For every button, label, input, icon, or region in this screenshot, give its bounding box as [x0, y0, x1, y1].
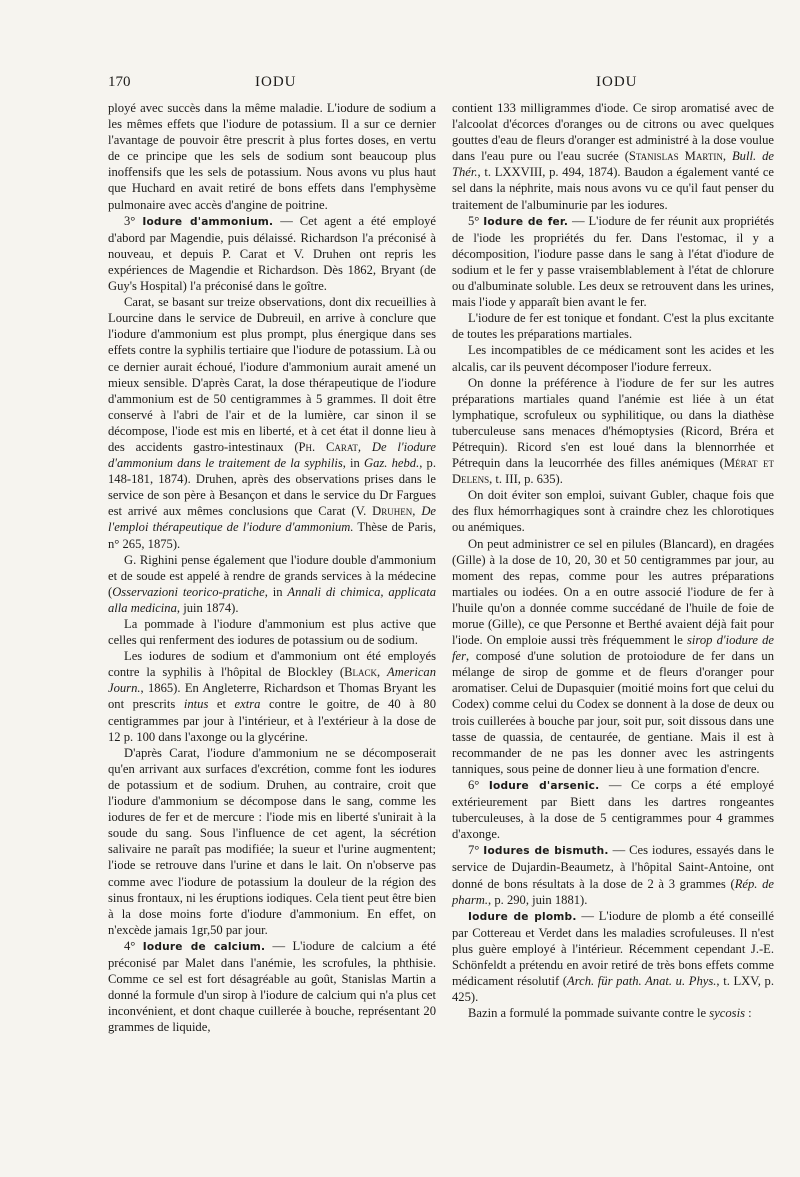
text-run: , t. LXV, p. 425). — [452, 974, 774, 1005]
section-arsenic — [452, 777, 774, 842]
text-run: — L'iodure de fer réunit aux propriétés de l'iode les propriétés du fer. Dans l'estomac, il y a décomposition, l'iodure passe dans le sang à l'état d'iodure de sodium et le fer y passe vraisemblablement à l'état de chlorure ou d'albuminate soluble. Les deux se retrouvent dans les urines, mais l'iode y apparaît bien avant le fer. — [452, 213, 774, 310]
left-column — [108, 100, 436, 1035]
text-run: : — [744, 1006, 752, 1021]
italic-text: , De l'emploi thérapeutique de l'iodure d'ammonium. — [108, 504, 436, 535]
running-head-left: IODU — [255, 74, 297, 90]
text-run: Carat, se basant sur treize observations, dont dix recueillies à Lourcine dans le service de Dubreuil, en arrive à conclure que l'iodure d'ammonium est plus prompt, plus énergique dans ses effets contre la syphilis tertiaire que l'iodure de potassium. Là ou ce dernier aurait échoué, l'iodure d'ammonium aurait amené un mieux sensible. D'après Carat, la dose thérapeutique de l'iodure d'ammonium est de 50 centigrammes à 5 grammes. Il doit être conservé à l'abri de l'air et de la lumière, car sinon il se décompose, l'iode est mis en liberté, et à cet état il donne lieu à des accidents gastro-intestinaux ( — [108, 295, 436, 454]
text-run: 3° — [124, 213, 136, 228]
italic-text: Osservazioni teorico-pratiche — [112, 584, 265, 599]
section-heading: Iodure de plomb. — [468, 910, 577, 923]
text-run: — Cet agent a été employé d'abord par Magendie, puis délaissé. Richardson l'a préconisé à nouveau, et depuis P. Carat et V. Druhen ont repris les expériences de Magendie et Richardson. Dès 1862, Bryant (de Guy's Hospital) l'a préconisé dans le goître. — [108, 213, 436, 294]
italic-text: Bull. de Thér. — [452, 149, 775, 180]
paragraph — [452, 310, 774, 342]
small-caps-text: Stanislas Martin — [628, 149, 723, 164]
paragraph — [108, 100, 436, 213]
italic-text: Arch. für path. Anat. u. Phys. — [567, 974, 717, 989]
section-heading: Iodure de calcium. — [142, 940, 266, 953]
section-ammonium — [108, 213, 436, 294]
paragraph — [108, 294, 436, 552]
section-fer — [452, 213, 774, 311]
text-run: Thèse de Paris, n° 265, 1875). — [108, 520, 436, 551]
paragraph — [452, 375, 774, 488]
text-run: et — [208, 697, 235, 712]
text-run: , p. 148-181, 1874). Druhen, après des observations prises dans le service de son père à Besançon et dans le service du Dr Fargues est arrivé aux mêmes conclusions que Carat (V. — [108, 456, 436, 519]
italic-text: Annali di chimica, applicata alla medicina — [108, 584, 436, 615]
small-caps-text: Black — [344, 665, 377, 680]
paragraph — [108, 552, 436, 616]
text-run: G. Righini pense également que l'iodure double d'ammonium et de soude est appelé à rendre de grands services à la médecine ( — [108, 552, 436, 599]
paragraph — [452, 487, 774, 535]
italic-text: intus — [183, 697, 209, 712]
italic-text: sycosis — [709, 1006, 745, 1021]
text-run: , t. III, p. 635). — [489, 472, 563, 487]
text-run: , juin 1874). — [176, 600, 239, 615]
text-run: ployé avec succès dans la même maladie. L'iodure de sodium a les mêmes effets que l'iodure de potassium. Il a sur ce dernier l'avantage de pouvoir être prescrit à plus fortes doses, en vertu de ce principe que les sels de sodium sont beaucoup plus inoffensifs que les sels de potassium. Nous avons vu plus haut que Huchard en avait retiré de bons effets dans l'emphysème pulmonaire avec accès d'angine de poitrine. — [108, 101, 436, 212]
paragraph — [452, 100, 774, 213]
small-caps-text: Druhen — [372, 504, 413, 519]
text-run: — Ce corps a été employé extérieurement par Biett dans les dartres rongeantes tuberculeuses, à la dose de 5 centigrammes pour 4 grammes d'axonge. — [452, 777, 775, 842]
paragraph — [108, 745, 436, 938]
text-run: contient 133 milligrammes d'iode. Ce sirop aromatisé avec de l'alcoolat d'écorces d'oranges ou de citrons ou avec quelques gouttes d'eau de fleurs d'oranger est administré à la dose voulue dans l'eau pure ou l'eau sucrée ( — [452, 101, 774, 164]
text-run: contre le goitre, de 40 à 80 centigrammes par jour à l'intérieur, et à l'extérieur à la dose de 12 p. 100 dans l'axonge ou la glycérine. — [108, 697, 437, 744]
text-run: , composé d'une solution de protoiodure de fer dans un mélange de sirop de gomme et de fleurs d'oranger pour aromatiser. Celui de Dupasquier (moitié moins fort que celui du Codex) comme celui du Codex se donnent à la dose de deux ou trois cuillerées à bouche par jour, soit pur, soit dissous dans une tasse de quassia, de centaurée, de gentiane. Mais il est à recommander de ne pas les donner avec les astringents tanniques, sous peine de donner lieu à une formation d'encre. — [452, 649, 774, 776]
italic-text: American Journ. — [108, 665, 437, 696]
running-head-right: IODU — [596, 74, 638, 90]
text-run: , in — [342, 456, 364, 471]
text-run: , — [376, 665, 388, 680]
text-run: Les incompatibles de ce médicament sont les acides et les alcalis, car ils peuvent décomposer l'iodure ferreux. — [452, 343, 774, 374]
text-run: , p. 290, juin 1881). — [488, 892, 588, 907]
text-run: , in — [264, 584, 288, 599]
section-bismuth — [452, 842, 774, 907]
paragraph — [452, 342, 774, 374]
text-run: On peut administrer ce sel en pilules (Blancard), en dragées (Gille) à la dose de 10, 20, 30 et 50 centigrammes par jour, au moment des repas, comme pour les autres préparations martiales ou iodées. On a en outre associé l'iodure de fer à l'huile qu'on a donnée comme succédané de l'huile de foie de morue (Gille), ce que Personne et Berthé avaient déjà fait pour l'iode. On emploie aussi très fréquemment le — [452, 536, 774, 648]
text-run: Les iodures de sodium et d'ammonium ont été employés contre la syphilis à l'hôpital de Blockley ( — [108, 649, 436, 680]
text-run: On doit éviter son emploi, suivant Gubler, chaque fois que des flux hémorrhagiques sont à craindre chez les chlorotiques ou anémiques. — [452, 488, 774, 535]
page-header — [0, 74, 800, 98]
section-calcium — [108, 938, 436, 1036]
text-run: , 1865). En Angleterre, Richardson et Thomas Bryant les ont prescrits — [108, 681, 436, 712]
text-run: La pommade à l'iodure d'ammonium est plus active que celles qui renferment des iodures de potassium ou de sodium. — [108, 617, 436, 648]
section-plomb — [452, 908, 774, 1006]
text-run: L'iodure de fer est tonique et fondant. C'est la plus excitante de toutes les préparations martiales. — [452, 311, 774, 342]
italic-text: sirop d'iodure de fer — [452, 633, 774, 664]
paragraph — [452, 536, 774, 777]
text-run: D'après Carat, l'iodure d'ammonium ne se décomposerait qu'en arrivant aux surfaces d'excrétion, comme font les iodures de potassium et de sodium. Druhen, au contraire, croit que l'iodure d'ammonium se décompose dans le sang, comme les iodures de fer et de mercure : l'iode mis en liberté s'unirait à la soude du sang. Sous l'influence de cet agent, la sécrétion salivaire ne paraît pas modifiée; la sueur et l'urine augmentent; l'iode se retrouve dans l'urine et dans le lait. On n'observe pas comme avec l'iodure de potassium la douleur de la région des sinus frontaux, ni les éruptions iodiques. Cela tient peut être bien à la dose moins forte d'iodure d'ammonium. En effet, on n'excède jamais 1gr,50 par jour. — [108, 745, 436, 937]
page-number: 170 — [108, 74, 131, 90]
text-run: Bazin a formulé la pommade suivante contre le — [468, 1006, 710, 1021]
text-run: 4° — [124, 938, 136, 953]
small-caps-text: Ph. Carat — [298, 439, 358, 454]
text-run: — Ces iodures, essayés dans le service de Dujardin-Beaumetz, à l'hôpital Saint-Antoine, ont donné de bons résultats à la dose de 2 à 3 grammes ( — [452, 843, 774, 891]
italic-text: Rép. de pharm. — [452, 876, 774, 907]
section-heading: Iodure d'arsenic. — [488, 779, 600, 792]
section-heading: Iodures de bismuth. — [483, 845, 609, 858]
paragraph — [452, 1005, 774, 1021]
text-run: — L'iodure de plomb a été conseillé par Cottereau et Verdet dans les maladies scrofuleuses. Il n'est plus guère employé à l'intérieur. Récemment cependant J.-E. Schönfeldt a prétendu en avoir retiré de très bons effets comme médicament résolutif ( — [452, 908, 774, 989]
section-heading: Iodure d'ammonium. — [142, 215, 274, 228]
text-run: 5° — [468, 213, 480, 228]
italic-text: extra — [234, 697, 261, 712]
italic-text: Gaz. hebd. — [364, 456, 420, 471]
right-column — [452, 100, 774, 1021]
paragraph — [108, 648, 436, 745]
section-heading: Iodure de fer. — [483, 215, 569, 228]
text-run: 6° — [468, 777, 480, 792]
text-run: On donne la préférence à l'iodure de fer sur les autres préparations martiales quand l'anémie est liée à un état lymphatique, scrofuleux ou syphilitique, ou dans la diathèse tuberculeuse sans menaces d'hémoptysies (Ricord, Bréra et Pétrequin). Ricord s'en est loué dans la blennorrhée et Pétrequin dans la leucorrhée des filles anémiques ( — [452, 375, 774, 471]
paragraph — [108, 616, 436, 648]
text-run: , — [722, 149, 732, 164]
italic-text: , De l'iodure d'ammonium dans le traitement de la syphilis — [108, 439, 436, 471]
text-run: 7° — [468, 843, 480, 858]
text-run: , t. LXXVIII, p. 494, 1874). Baudon a également vanté ce sel dans la néphrite, mais nous avons vu ce qu'il faut penser du traitement de l'albuminurie par les iodures. — [452, 165, 774, 212]
text-run: — L'iodure de calcium a été préconisé par Malet dans l'anémie, les scrofules, la phthisie. Comme ce sel est fort désagréable au goût, Stanislas Martin a donné la formule d'un sirop à l'iodure de calcium qui n'a plus cet inconvénient, et dont chaque cuillerée à bouche, représentant 20 grammes de liquide, — [108, 938, 437, 1035]
small-caps-text: Mérat et Delens — [452, 456, 774, 487]
